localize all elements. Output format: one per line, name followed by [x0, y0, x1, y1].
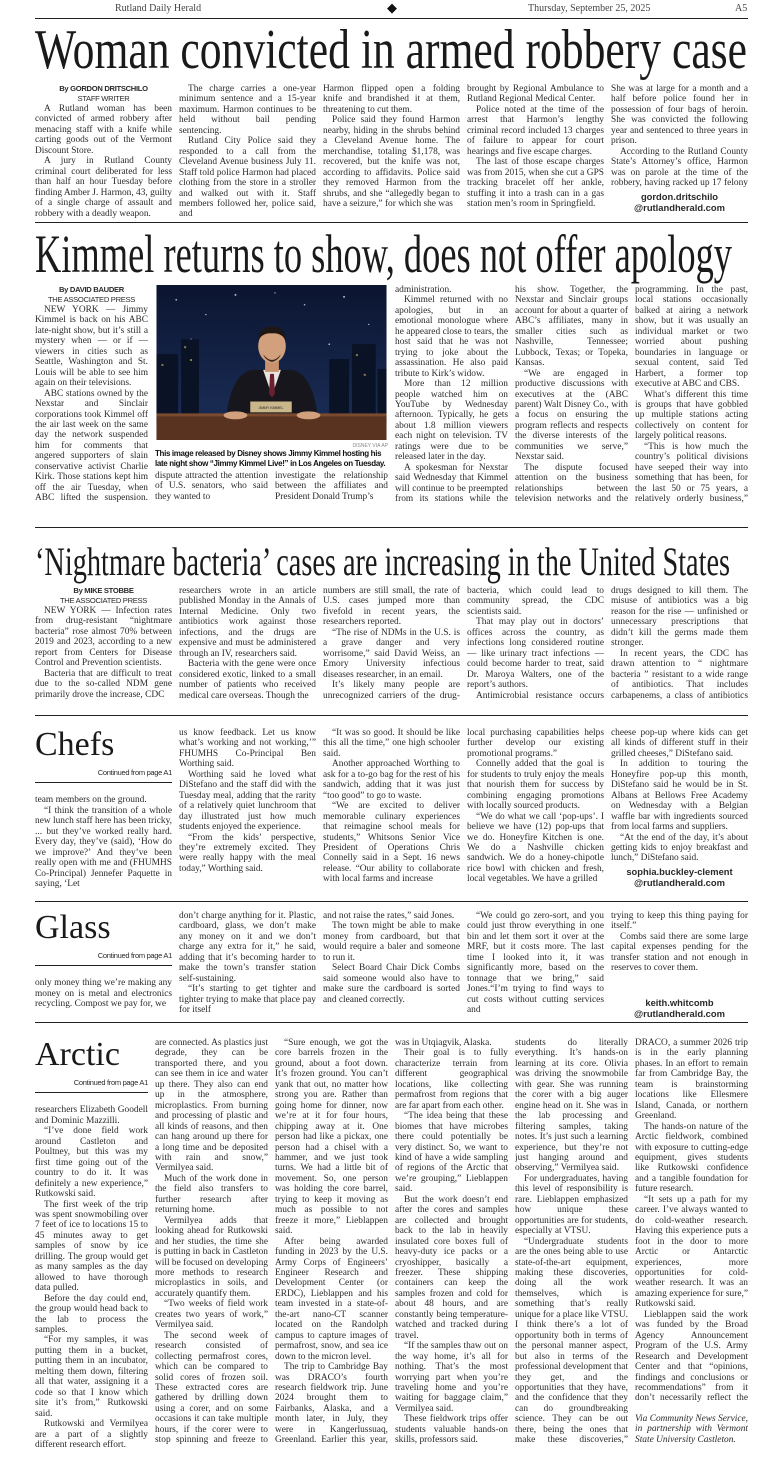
article-column — [467, 586, 604, 706]
page-number: A5 — [735, 3, 748, 14]
column-text — [35, 606, 172, 700]
paragraph: But the work doesn’t end after the cores and samples are collected and brought back to the lab in heavily insulated core boxes full of heavy-duty ice packs or a cryoshipper, basically a freezer. These shipping containers can keep the samples frozen and cold for about 48 hours, and are constantly being temperature-watched and tracked during travel. — [395, 1194, 508, 1341]
article-arctic — [35, 1038, 748, 1455]
column-text — [515, 1038, 628, 1446]
paragraph: “This is how much the country’s political divisions have seeped their way into something that has been, for the last 50 or 75 years, a relatively orderly business,” — [635, 441, 748, 505]
column-text — [611, 586, 748, 701]
column-text — [611, 911, 748, 995]
paragraph: What’s different this time is groups that have gobbled up multiple stations acting collectively on content for largely political reasons. — [635, 389, 748, 442]
paragraph: are connected. As plastics just degrade, they can be transported there, and you can see them in ice and water up there. They also can end up in the atmosphere, microplastics. From burning and processing of plastic and all kinds of reasons, and then can hang around up there for a long time and be deposited with rain and snow,” Vermilyea said. — [155, 1038, 268, 1174]
article-column — [155, 471, 268, 507]
column-text — [467, 728, 604, 895]
paragraph: trying to keep this thing paying for itself.” — [611, 911, 748, 932]
jump-headline: Chefs — [35, 728, 115, 763]
article-column — [35, 728, 172, 896]
paragraph: “Undergraduate students are the ones being able to use state-of-the-art equipment, making these discoveries, doing all the work themselves, which is something that’s really unique for a place like VTSU. I think there’s a lot of opportunity both in terms of the personal manner aspect, but also in terms of the professional development that they get, and the opportunities that they have, and the confidence that they can do groundbreaking science. They can be out there, being the ones that make these discoveries,” — [515, 1236, 628, 1446]
divider — [35, 222, 748, 223]
issue-date: Thursday, September 25, 2025 — [528, 3, 651, 14]
column-text — [395, 1038, 508, 1446]
article-column — [179, 728, 316, 896]
paragraph: NEW YORK — Jimmy Kimmel is back on his ABC late-night show, but it’s still a mystery when — or if — viewers in cities such as Seattle, Washington and St. Louis will be able to see him again on their televisions. — [35, 305, 148, 389]
article-kimmel — [35, 285, 748, 507]
byline-author: By GORDON DRITSCHILO — [59, 84, 148, 93]
column-text — [323, 728, 460, 895]
article-column — [515, 285, 628, 507]
article-column — [35, 285, 148, 507]
column-text — [467, 84, 604, 220]
email-domain: @rutlandherald.com — [634, 201, 725, 213]
article-column — [179, 911, 316, 1019]
byline-role: THE ASSOCIATED PRESS — [59, 596, 148, 605]
column-text — [155, 1038, 268, 1446]
article-column — [515, 1038, 628, 1455]
paragraph: Worthing said he loved what DiStefano and the staff did with the Tuesday meal, adding that the rarity of a relatively quiet lunchroom that day illustrated just how much students enjoyed the experience. — [179, 769, 316, 833]
paragraph: According to the Rutland County State’s Attorney’s office, Harmon was on parole at the time of the robbery, having racked up 17 felony — [611, 146, 748, 189]
article-column — [35, 586, 172, 706]
paragraph: Rutkowski and Vermilyea are a part of a slightly different research effort. — [35, 1419, 148, 1450]
author-email[interactable] — [611, 866, 748, 888]
paragraph: Rutland City Police said they responded to a call from the Cleveland Avenue business July 11. Staff told police Harmon had placed clothing from the store in a stroller and walked out with it. Staff members followed her, police said, and — [179, 136, 316, 220]
column-text — [35, 795, 172, 889]
divider — [35, 901, 748, 902]
jump-headline: Glass — [35, 911, 111, 946]
email-user: gordon.dritschilo — [640, 190, 719, 202]
article-bacteria — [35, 586, 748, 706]
paragraph: In addition to touring the Honeyfire pop-up this month, DiStefano said he would be in St. Albans at Bellows Free Academy on Wednesday with a Belgian waffle bar with ingredients sourced from local farms and suppliers. — [611, 759, 748, 833]
column-text — [179, 911, 316, 1016]
paragraph: Another approached Worthing to ask for a to-go bag for the rest of his sandwich, adding that it was just “too good” to go to waste. — [323, 759, 460, 801]
paragraph: and not raise the rates,” said Jones. — [323, 911, 455, 921]
article-column — [179, 84, 316, 220]
paragraph: Before the day could end, the group would head back to the lab to process the samples. — [35, 1293, 148, 1335]
paragraph: Combs said there are some large capital expenses pending for the transfer station and not enough in reserves to cover them. — [611, 931, 748, 974]
paragraph: researchers wrote in an article published Monday in the Annals of Internal Medicine. Only two antibiotics work against those infections, and the drugs are expensive and must be administered through an IV, researchers said. — [179, 586, 316, 659]
photo-credit: DISNEY VIA AP — [352, 443, 388, 449]
article-column — [635, 1038, 748, 1455]
paragraph: Kimmel returned with no apologies, but in an emotional monologue where he appeared close to tears, the host said that he was not trying to joke about the assassination. He also paid tribute to Kirk’s widow. — [395, 295, 508, 379]
column-text — [275, 1038, 388, 1446]
byline-role: THE ASSOCIATED PRESS — [47, 295, 136, 304]
column-text — [155, 471, 268, 502]
article-column — [467, 84, 604, 220]
paragraph: The last of those escape charges was from 2015, when she cut a GPS tracking bracelet off her ankle, stuffing it into a trash can in a gas station men’s room in Springfield. — [467, 157, 604, 209]
byline — [35, 285, 148, 305]
paragraph: For undergraduates, having this level of responsibility is rare. Lieblappen emphasized how unique these opportunities are for students, especially at VTSU. — [515, 1173, 628, 1237]
paragraph: drugs designed to kill them. The misuse of antibiotics was a big reason for the rise — unfinished or unnecessary prescriptions that didn’t kill the germs made them stronger. — [611, 586, 748, 649]
article-woman — [35, 84, 748, 220]
paragraph: ABC stations owned by the Nexstar and Sinclair corporations took Kimmel off the air last week on the same day the network suspended him for comments that angered supporters of slain conservative activist Charlie Kirk. Those stations kept him off the air Tuesday, when ABC lifted the suspension. — [35, 388, 148, 504]
paragraph: “We do what we call ‘pop-ups’. I believe we have (12) pop-ups that we do. Honeyfire Kitchen is one. We do a Nashville chicken sandwich. We do a honey-chipotle rice bowl with chicken and fresh, local vegetables. We have a grilled — [467, 811, 604, 885]
column-text — [179, 84, 316, 220]
paragraph: Their goal is to fully characterize terrain from different geographical locations, like collecting permafrost from regions that are far apart from each other. — [395, 1048, 508, 1111]
byline-author: By DAVID BAUDER — [59, 285, 124, 294]
paragraph: The charge carries a one-year minimum sentence and a 15-year maximum. Harmon continues to be held without bail pending sentencing. — [179, 84, 316, 136]
article-column — [323, 84, 460, 220]
article-column — [611, 911, 748, 1019]
continued-label[interactable]: Continued from page A1 — [35, 768, 172, 783]
paragraph: “I’ve done field work around Castleton and Poultney, but this was my first time going out of the country to do it. It was definitely a new experience,” Rutkowski said. — [35, 1126, 148, 1200]
divider — [35, 1022, 748, 1023]
paragraph: his show. Together, the Nexstar and Sinclair groups account for about a quarter of ABC’s affiliates, many in smaller cities such as Nashville, Tennessee; Lubbock, Texas; or Topeka, Kansas. — [515, 285, 628, 369]
paragraph: Much of the work done in the field also transfers to further research after returning home. — [155, 1173, 268, 1216]
byline — [35, 84, 172, 104]
column-text — [35, 305, 148, 504]
diamond-icon: ◆ — [387, 0, 397, 15]
author-email[interactable] — [611, 191, 748, 213]
paragraph: Vermilyea adds that looking ahead for Rutkowski and her studies, the time she is putting in back in Castleton will be focused on developing more methods to research microplastics in soils, and accurately quantify them. — [155, 1215, 268, 1299]
article-column — [611, 728, 748, 896]
article-column — [323, 586, 460, 706]
article-column — [395, 285, 508, 507]
paragraph: “I think the transition of a whole new lunch staff here has been tricky, ... but they’ve worked really hard. Every day, they’ve (said), ‘How do we improve?’ And they’ve been really open with me and (FHUMHS Co-Principal) Jennefer Paquette in saying, ‘Let — [35, 805, 172, 890]
paragraph: team members on the ground. — [35, 795, 147, 806]
article-column — [635, 285, 748, 507]
paragraph: don’t charge anything for it. Plastic, cardboard, glass, we don’t make any money on it and we don’t charge any extra for it,” he said, adding that it’s becoming harder to make the town’s transfer station self-sustaining. — [179, 911, 316, 984]
article-column — [395, 1038, 508, 1455]
byline-author: By MIKE STOBBE — [73, 586, 134, 595]
paragraph: “For my samples, it was putting them in a bucket, putting them in an incubator, melting them down, filtering all that water, assigning it a code so that I know which site it’s from,” Rutkowski said. — [35, 1335, 148, 1419]
paragraph: The dispute focused attention on the business relationships between television networks and the — [515, 462, 628, 505]
paragraph: “Sure enough, we got the core barrels frozen in the ground, about a foot down. It’s frozen ground. You can’t yank that out, no matter how strong you are. Rather than going home for dinner, now we’re at it for four hours, chipping away at it. One person had like a pickax, one person had a chisel with a hammer, and we just took turns. We had a little bit of movement. So, one person was holding the core barrel, trying to keep it moving as much as possible to not freeze it more,” Lieblappen said. — [275, 1038, 388, 1237]
email-domain: @rutlandherald.com — [634, 1007, 725, 1019]
column-text — [467, 911, 604, 1016]
article-column — [155, 1038, 268, 1455]
divider — [35, 527, 748, 528]
continued-label[interactable]: Continued from page A1 — [35, 951, 172, 966]
paragraph: was in Utqiagvik, Alaska. — [395, 1038, 492, 1048]
paragraph: numbers are still small, the rate of U.S. cases jumped more than fivefold in recent years, the researchers reported. — [323, 586, 460, 628]
column-text — [35, 1105, 148, 1450]
paragraph: More than 12 million people watched him on YouTube by Wednesday afternoon. Typically, he gets about 1.8 million viewers each night on television. TV ratings were due to be released later in the day. — [395, 379, 508, 463]
headline-text: ‘Nightmare bacteria’ cases are increasing in the United States — [35, 539, 730, 584]
paragraph: administration. — [395, 285, 452, 295]
column-text — [635, 285, 748, 504]
column-text — [35, 104, 172, 219]
article-column — [35, 1038, 148, 1455]
article-column — [611, 84, 748, 220]
source-credit: Via Community News Service, in partnership with Vermont State University Castleton. — [635, 1413, 748, 1445]
paragraph: After being awarded funding in 2023 by the U.S. Army Corps of Engineers’ Engineer Research and Development Center (or ERDC), Lieblappen and his team invested in a state-of-the-art nano-CT scanner located on the Randolph campus to capture images of permafrost, snow, and sea ice down to the micron level. — [275, 1236, 388, 1362]
paragraph: bacteria, which could lead to community spread, the CDC scientists said. — [467, 586, 604, 617]
headline-text: Woman convicted in armed robbery case — [35, 19, 747, 81]
column-text — [467, 586, 604, 701]
paragraph: students do literally everything. It’s hands-on learning at its core. Olivia was driving the snowmobile with gear. She was running the corer with a big auger engine head on it. She was in the lab processing and filtering samples, taking notes. It’s just such a learning experience, but they’re not just hanging around and observing,” Vermilyea said. — [515, 1038, 628, 1174]
email-domain: @rutlandherald.com — [634, 876, 725, 888]
column-text — [635, 1038, 748, 1404]
article-column — [35, 84, 172, 220]
paragraph: Lieblappen said the work was funded by the Broad Agency Announcement Program of the U.S. Army Research and Development Center and that “opinions, findings and conclusions or recommendations” from it don’t necessarily reflect the — [635, 1309, 748, 1404]
kimmel-photo[interactable] — [155, 285, 388, 440]
column-text — [395, 285, 508, 504]
paragraph: She was at large for a month and a half before police found her in possession of four bags of heroin. She was convicted the following year and sentenced to three years in prison. — [611, 84, 748, 147]
paragraph: “It’s starting to get tighter and tighter trying to make that place pay for itself — [179, 984, 316, 1016]
page-header — [35, 0, 748, 19]
paragraph: “We are engaged in productive discussions with executives at the (ABC parent) Walt Disney Co., with a focus on ensuring the program reflects and respects the diverse interests of the communities we serve,” Nexstar said. — [515, 368, 628, 463]
column-text — [275, 471, 388, 502]
article-column — [323, 728, 460, 896]
paragraph: The trip to Cambridge Bay was DRACO’s fourth research fieldwork trip. June 2024 brought them to Fairbanks, Alaska, and a month later, in July, they were in Kangerlussuaq, Greenland. Earlier this year, — [275, 1362, 388, 1446]
paragraph: Connelly added that the goal is for students to truly enjoy the meals that nourish them for success by combining engaging promotions with locally sourced products. — [467, 759, 604, 812]
article-column — [611, 586, 748, 706]
divider — [35, 715, 748, 716]
article-chefs — [35, 728, 748, 896]
headline-kimmel — [35, 224, 783, 284]
headline-bacteria — [35, 539, 783, 584]
email-user: keith.whitcomb — [645, 996, 714, 1008]
paragraph: “It was so good. It should be like this all the time,” one high schooler said. — [323, 728, 460, 759]
paragraph: “At the end of the day, it’s about getting kids to enjoy breakfast and lunch,” DiStefano said. — [611, 832, 748, 864]
paper-name: Rutland Daily Herald — [115, 3, 202, 14]
paragraph: A spokesman for Nexstar said Wednesday that Kimmel will continue to be preempted from its stations while the — [395, 462, 508, 505]
paragraph: “The idea being that these biomes that have microbes there could potentially be very distinct. So, we want to kind of have a wide sampling of regions of the Arctic that we’re grouping,” Lieblappen said. — [395, 1111, 508, 1195]
column-text — [35, 978, 172, 1009]
article-glass — [35, 911, 748, 1019]
jump-headline: Arctic — [35, 1038, 120, 1073]
paragraph: “We are excited to deliver memorable culinary experiences that reimagine school meals for students,” Whitsons Senior Vice President of Operations Chris Connelly said in a Sept. 16 news release. “Our ability to collaborate with local farms and increase — [323, 801, 460, 885]
author-email[interactable] — [611, 997, 748, 1019]
paragraph: A Rutland woman has been convicted of armed robbery after menacing staff with a knife while carting goods out of the Vermont Discount Store. — [35, 104, 172, 156]
paragraph: “It sets up a path for my career. I’ve always wanted to do cold-weather research. Having this experience puts a foot in the door to more Arctic or Antarctic experiences, more opportunities for cold-weather research. It was an amazing experience for sure,” Rutkowski said. — [635, 1194, 748, 1310]
paragraph: “The rise of NDMs in the U.S. is a grave danger and very worrisome,” said David Weiss, an Emory University infectious diseases researcher, in an email. — [323, 627, 460, 680]
column-text — [611, 84, 748, 189]
continued-label[interactable]: Continued from page A1 — [35, 1078, 148, 1093]
byline — [35, 586, 172, 606]
paragraph: The hands-on nature of the Arctic fieldwork, combined with exposure to cutting-edge equipment, gives students like Rutkowski confidence and a tangible foundation for future research. — [635, 1121, 748, 1195]
byline-role: STAFF WRITER — [77, 94, 130, 103]
paragraph: programming. In the past, local stations occasionally balked at airing a network show, but it was usually an individual market or two worried about pushing boundaries in language or sexual content, said Ted Harbert, a former top executive at ABC and CBS. — [635, 285, 748, 390]
paragraph: “We could go zero-sort, and you could just throw everything in one bin and let them sort it over at the MRF, but it costs more. The last time I looked into it, it was significantly more, based on the tonnage that we bring,” said Jones.“I’m trying to find ways to cut costs without cutting services and — [467, 911, 604, 1016]
paragraph: dispute attracted the attention of U.S. senators, who said they wanted to — [155, 471, 268, 502]
paragraph: Bacteria with the gene were once considered exotic, linked to a small number of patients who received medical care overseas. Though the — [179, 659, 316, 701]
email-user: sophia.buckley-clement — [626, 865, 733, 877]
paragraph: The second week of research consisted of collecting permafrost cores, which can be compared to solid cores of frozen soil. These extracted cores are gathered by drilling down using a corer, and on some occasions it can take multiple hours, if the corer were to stop spinning and freeze to — [155, 1330, 268, 1446]
paragraph: “Two weeks of field work creates two years of work,” Vermilyea said. — [155, 1299, 268, 1331]
photo-block — [155, 285, 388, 507]
article-column — [275, 1038, 388, 1455]
paragraph: researchers Elizabeth Goodell and Dominic Mazzilli. — [35, 1105, 148, 1126]
paragraph: us know feedback. Let us know what’s working and not working,’” FHUMHS Co-Principal Ben Worthing said. — [179, 728, 316, 770]
paragraph: The town might be able to make money from cardboard, but that would require a baler and someone to run it. — [323, 921, 460, 963]
paragraph: cheese pop-up where kids can get all kinds of different stuff in their grilled cheeses,” DiStefano said. — [611, 728, 748, 759]
article-column — [323, 911, 460, 1019]
article-column — [35, 911, 172, 1019]
column-text — [323, 84, 460, 220]
paragraph: Select Board Chair Dick Combs said someone would also have to make sure the cardboard is sorted and cleaned correctly. — [323, 963, 460, 1005]
paragraph: It’s likely many people are unrecognized carriers of the drug- — [323, 680, 460, 701]
article-column — [467, 728, 604, 896]
paragraph: Bacteria that are difficult to treat due to the so-called NDM gene primarily drove the increase, CDC — [35, 668, 172, 700]
headline-woman — [35, 19, 783, 81]
article-column — [179, 586, 316, 706]
paragraph: “From the kids’ perspective, they’re extremely excited. They were really happy with the meal today,” Worthing said. — [179, 832, 316, 874]
paragraph: These fieldwork trips offer students valuable hands-on skills, professors said. — [395, 1414, 508, 1446]
paragraph: Harmon flipped open a folding knife and brandished it at them, threatening to cut them. — [323, 84, 460, 115]
paragraph: The first week of the trip was spent snowmobiling over 7 feet of ice to locations 15 to 45 minutes away to get samples of snow by ice drilling. The group would get as many samples as the day allowed to have thorough data pulled. — [35, 1199, 148, 1294]
article-column — [275, 471, 388, 507]
paragraph: only money thing we’re making any money on is metal and electronics recycling. Compost we pay for, we — [35, 978, 172, 1010]
paragraph: “If the samples thaw out on the way home, it’s all for nothing. That’s the most worrying part when you’re traveling home and you’re waiting for baggage claim,” Vermilyea said. — [395, 1341, 508, 1414]
column-text — [179, 586, 316, 701]
column-text — [179, 728, 316, 895]
nameplate: JIMMY KIMMEL — [258, 405, 284, 410]
paragraph: A jury in Rutland County criminal court deliberated for less than half an hour Tuesday before finding Amber J. Harmon, 43, guilty of a single charge of assault and robbery with a deadly weapon. — [35, 156, 172, 219]
paragraph: DRACO, a summer 2026 trip is in the early planning phases. In an effort to remain far from Cambridge Bay, the team is brainstorming locations like Ellesmere Island, Canada, or northern Greenland. — [635, 1038, 748, 1122]
paragraph: That may play out in doctors’ offices across the country, as infections long considered routine — like urinary tract infections — could become harder to treat, said Dr. Maroya Walters, one of the report’s authors. — [467, 617, 604, 691]
paragraph: investigate the relationship between the affiliates and President Donald Trump’s — [275, 471, 388, 502]
column-text — [323, 586, 460, 701]
paragraph: Police said they found Harmon nearby, hiding in the shrubs behind a Cleveland Avenue home. The merchandise, totaling $1,178, was recovered, but the knife was not, according to affidavits. Police said they removed Harmon from the shrubs, and she “allegedly began to have a seizure,” for which she was — [323, 115, 460, 209]
article-column — [467, 911, 604, 1019]
paragraph: brought by Regional Ambulance to Rutland Regional Medical Center. — [467, 84, 604, 105]
paragraph: Police noted at the time of the arrest that Harmon’s lengthy criminal record included 13 charges of failure to appear for court hearings and five escape charges. — [467, 104, 604, 157]
column-text — [515, 285, 628, 504]
paragraph: In recent years, the CDC has drawn attention to “ nightmare bacteria ” resistant to a wide range of antibiotics. That includes carbapenems, a class of antibiotics — [611, 648, 748, 701]
paragraph: NEW YORK — Infection rates from drug-resistant “nightmare bacteria” rose almost 70% between 2019 and 2023, according to a new report from Centers for Disease Control and Prevention scientists. — [35, 606, 172, 669]
paragraph: local purchasing capabilities helps further develop our existing promotional programs.” — [467, 728, 604, 759]
headline-text: Kimmel returns to show, does not offer apology — [35, 224, 732, 284]
photo-caption: This image released by Disney shows Jimmy Kimmel hosting his late night show “Jimmy Kimmel Live!” in Los Angeles on Tuesday. — [155, 449, 386, 468]
paragraph: Antimicrobial resistance occurs — [476, 690, 604, 701]
column-text — [323, 911, 460, 1016]
column-text — [611, 728, 748, 864]
